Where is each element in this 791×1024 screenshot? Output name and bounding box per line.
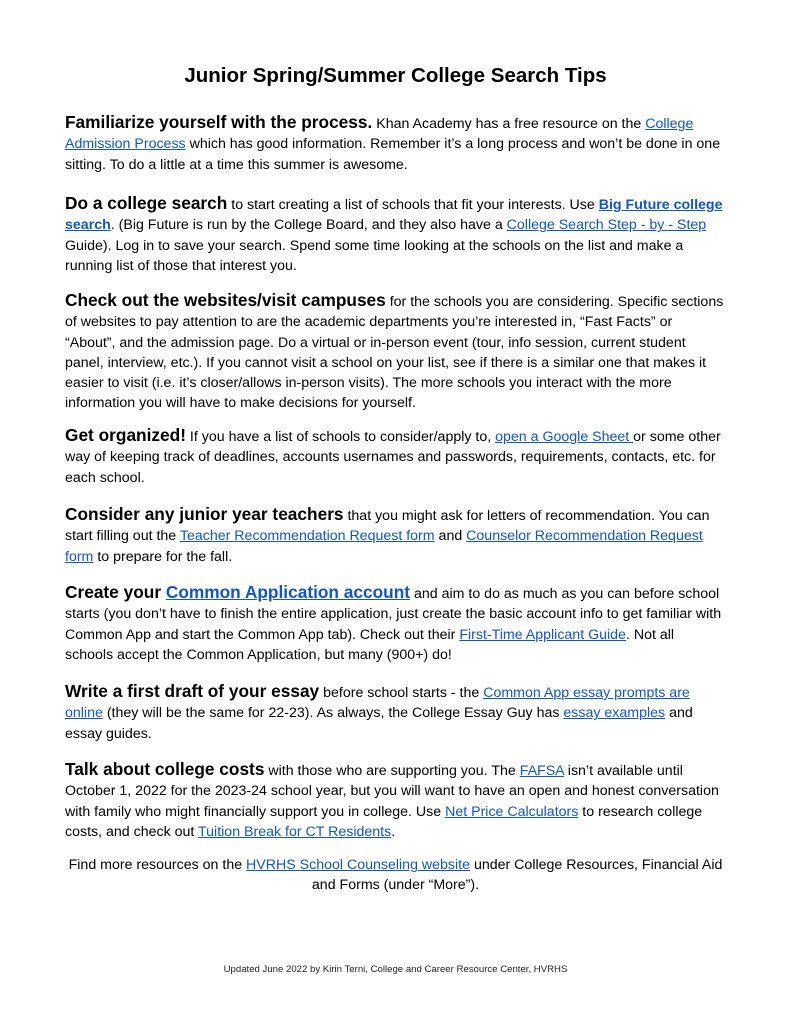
section-text: which has good information. Remember it’s a long process and won’t be done in one sitting. To do a little at a time this summer is awesome. (65, 136, 721, 173)
college-admission-process-link[interactable]: College Admission Process (65, 116, 694, 153)
closing-text: under College Resources, Financial Aid and Forms (under “More”). (311, 857, 723, 894)
section-get-organized (65, 425, 725, 488)
section-heading: Consider any junior year teachers (65, 504, 344, 524)
section-text: (they will be the same for 22-23). As always, the College Essay Guy has (102, 705, 564, 722)
section-text: isn’t available until October 1, 2022 for the 2023-24 school year, but you will want to have an open and honest conversation with family who might financially support you in college. Use (65, 763, 719, 820)
section-text: Khan Academy has a free resource on the (372, 116, 646, 132)
section-text: to research college costs, and check out (65, 803, 703, 840)
section-text: to prepare for the fall. (93, 548, 233, 565)
section-websites-visit (65, 290, 725, 414)
section-text: that you might ask for letters of recommendation. You can start filling out the (65, 508, 710, 545)
section-text: or some other way of keeping track of deadlines, accounts usernames and passwords, requirements, contacts, etc. for each school. (65, 429, 721, 486)
section-heading: Create your (65, 582, 166, 602)
section-text: before school starts - the (319, 685, 484, 701)
section-heading: Check out the websites/visit campuses (65, 290, 386, 310)
closing-note (60, 855, 731, 896)
teacher-recommendation-form-link[interactable]: Teacher Recommendation Request form (179, 528, 435, 545)
section-college-costs (65, 759, 725, 842)
section-text: with those who are supporting you. The (264, 763, 520, 779)
section-text: to start creating a list of schools that fit your interests. Use (227, 197, 599, 213)
college-search-step-by-step-link[interactable]: College Search Step - by - Step (506, 217, 707, 234)
google-sheet-link[interactable]: open a Google Sheet (495, 429, 634, 445)
section-text: for the schools you are considering. Specific sections of websites to pay attention to are the academic departments you’re interested in, “Fast Facts” or “About”, and the admission page. Do a virtual or in-person event (tour, info session, current student panel, interview, etc.). If you cannot visit a school on your list, see if there is a similar one that makes it easier to visit (i.e. it’s closer/allows in-person visits). The more schools you interact with the more information you will have to make decisions for yourself. (65, 294, 724, 412)
fafsa-link[interactable]: FAFSA (519, 763, 564, 779)
section-essay-draft (65, 681, 725, 744)
counselor-recommendation-form-link[interactable]: Counselor Recommendation Request form (65, 528, 703, 565)
big-future-college-search-link[interactable]: Big Future college search (65, 197, 723, 234)
section-college-search (65, 193, 725, 276)
section-text: . (Big Future is run by the College Board, and they also have a (110, 217, 507, 234)
section-heading: Talk about college costs (65, 759, 265, 779)
section-heading: Write a first draft of your essay (65, 681, 320, 701)
common-application-account-link[interactable]: Common Application account (165, 582, 411, 602)
section-heading: Get organized! (65, 425, 186, 445)
section-junior-teachers (65, 504, 725, 567)
tuition-break-ct-link[interactable]: Tuition Break for CT Residents (198, 823, 392, 840)
first-time-applicant-guide-link[interactable]: First-Time Applicant Guide (459, 626, 626, 643)
section-text: . (391, 823, 396, 840)
section-heading: Do a college search (65, 193, 228, 213)
closing-text: Find more resources on the (68, 857, 247, 873)
section-text: If you have a list of schools to consider/apply to, (185, 429, 496, 445)
section-common-app (65, 582, 725, 665)
section-heading: Familiarize yourself with the process. (65, 112, 373, 132)
section-text: . Not all schools accept the Common Application, but many (900+) do! (65, 626, 675, 663)
essay-examples-link[interactable]: essay examples (563, 705, 666, 722)
net-price-calculators-link[interactable]: Net Price Calculators (445, 803, 579, 820)
hvrhs-counseling-website-link[interactable]: HVRHS School Counseling website (246, 857, 471, 873)
common-app-essay-prompts-link[interactable]: Common App essay prompts are online (65, 685, 690, 722)
section-text: and (434, 528, 467, 545)
section-text: and aim to do as much as you can before school starts (you don’t have to finish the entire application, just create the basic account info to get familiar with Common App and start the Common App tab). Check out their (65, 586, 722, 643)
section-text: and essay guides. (65, 705, 693, 742)
page-footer: Updated June 2022 by Kirin Terni, College and Career Resource Center, HVRHS (223, 964, 568, 975)
page-title: Junior Spring/Summer College Search Tips (184, 64, 607, 87)
section-text: Guide). Log in to save your search. Spend some time looking at the schools on the list and make a running list of those that interest you. (65, 237, 684, 274)
section-familiarize (65, 112, 725, 175)
